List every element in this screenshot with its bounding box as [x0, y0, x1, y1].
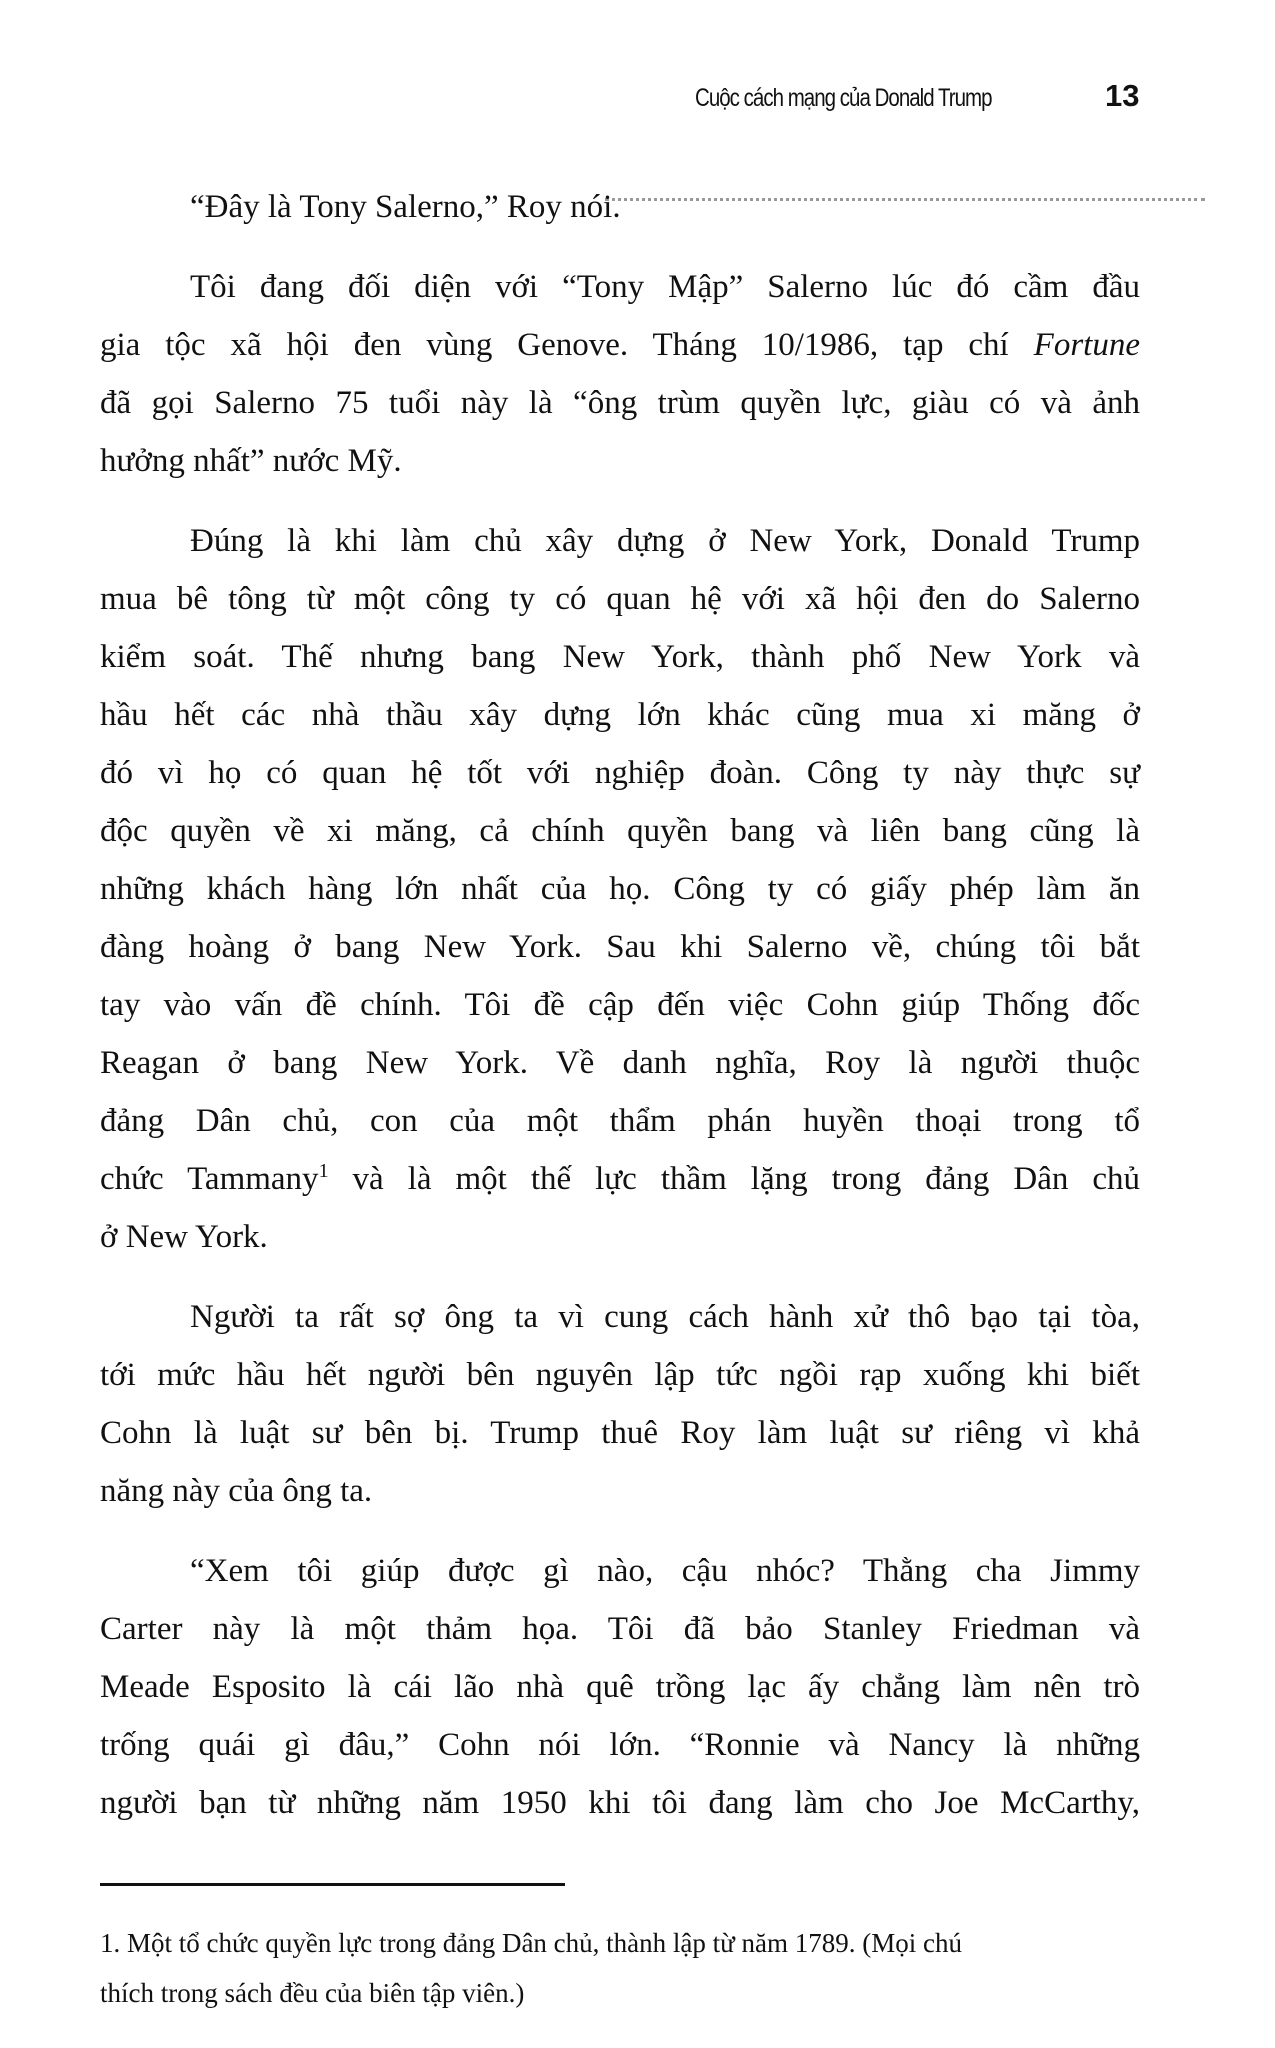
text-line: đảng Dân chủ, con của một thẩm phán huyền thoại trong tổ — [100, 1103, 1140, 1139]
running-header — [0, 78, 1275, 128]
text-line: Carter này là một thảm họa. Tôi đã bảo Stanley Friedman và — [100, 1611, 1140, 1647]
text-line: hầu hết các nhà thầu xây dựng lớn khác cũng mua xi măng ở — [100, 697, 1140, 733]
text-line: Đúng là khi làm chủ xây dựng ở New York, Donald Trump — [190, 523, 1140, 559]
text-line: Tôi đang đối diện với “Tony Mập” Salerno lúc đó cầm đầu — [190, 269, 1140, 305]
text-line: chức Tammany$^1$ và là một thế lực thầm lặng trong đảng Dân chủ — [100, 1160, 1140, 1197]
body-text — [100, 178, 1140, 1832]
text-line: Reagan ở bang New York. Về danh nghĩa, Roy là người thuộc — [100, 1045, 1140, 1081]
text-line: gia tộc xã hội đen vùng Genove. Tháng 10/1986, tạp chí Fortune — [100, 327, 1140, 363]
text-line: đã gọi Salerno 75 tuổi này là “ông trùm quyền lực, giàu có và ảnh — [100, 385, 1140, 421]
italic-title: Fortune — [1033, 327, 1140, 363]
text-line: đàng hoàng ở bang New York. Sau khi Salerno về, chúng tôi bắt — [100, 929, 1140, 965]
text-line: mua bê tông từ một công ty có quan hệ với xã hội đen do Salerno — [100, 581, 1140, 617]
footnote-line: thích trong sách đều của biên tập viên.) — [100, 1978, 525, 2008]
text-line: hưởng nhất” nước Mỹ. — [100, 443, 402, 479]
paragraph — [100, 1288, 1140, 1520]
footnote-line: 1. Một tổ chức quyền lực trong đảng Dân chủ, thành lập từ năm 1789. (Mọi chú — [100, 1928, 962, 1958]
running-title: Cuộc cách mạng của Donald Trump — [695, 84, 992, 112]
text-line: người bạn từ những năm 1950 khi tôi đang làm cho Joe McCarthy, — [100, 1785, 1140, 1821]
text-line: độc quyền về xi măng, cả chính quyền bang và liên bang cũng là — [100, 813, 1140, 849]
text-line: đó vì họ có quan hệ tốt với nghiệp đoàn. Công ty này thực sự — [100, 755, 1140, 791]
text-line: ở New York. — [100, 1219, 268, 1255]
paragraph — [100, 512, 1140, 1266]
text-line: “Đây là Tony Salerno,” Roy nói. — [190, 189, 621, 225]
text-line: năng này của ông ta. — [100, 1473, 373, 1509]
text-line: những khách hàng lớn nhất của họ. Công ty có giấy phép làm ăn — [100, 871, 1140, 907]
paragraph — [100, 258, 1140, 490]
paragraph — [100, 1542, 1140, 1832]
footnote-marker: 1 — [318, 1160, 329, 1182]
text-line: tay vào vấn đề chính. Tôi đề cập đến việc Cohn giúp Thống đốc — [100, 987, 1140, 1023]
footnote-rule — [100, 1883, 565, 1886]
footnote — [100, 1918, 1130, 2018]
text-line: kiểm soát. Thế nhưng bang New York, thành phố New York và — [100, 639, 1140, 675]
page-number: 13 — [1105, 78, 1140, 113]
text-line: trống quái gì đâu,” Cohn nói lớn. “Ronnie và Nancy là những — [100, 1727, 1140, 1763]
paragraph — [100, 178, 1140, 236]
text-line: Meade Esposito là cái lão nhà quê trồng lạc ấy chẳng làm nên trò — [100, 1669, 1140, 1705]
text-line: “Xem tôi giúp được gì nào, cậu nhóc? Thằng cha Jimmy — [190, 1553, 1140, 1589]
text-line: Cohn là luật sư bên bị. Trump thuê Roy làm luật sư riêng vì khả — [100, 1415, 1140, 1451]
text-line: tới mức hầu hết người bên nguyên lập tức ngồi rạp xuống khi biết — [100, 1357, 1140, 1393]
text-line: Người ta rất sợ ông ta vì cung cách hành xử thô bạo tại tòa, — [190, 1299, 1140, 1335]
